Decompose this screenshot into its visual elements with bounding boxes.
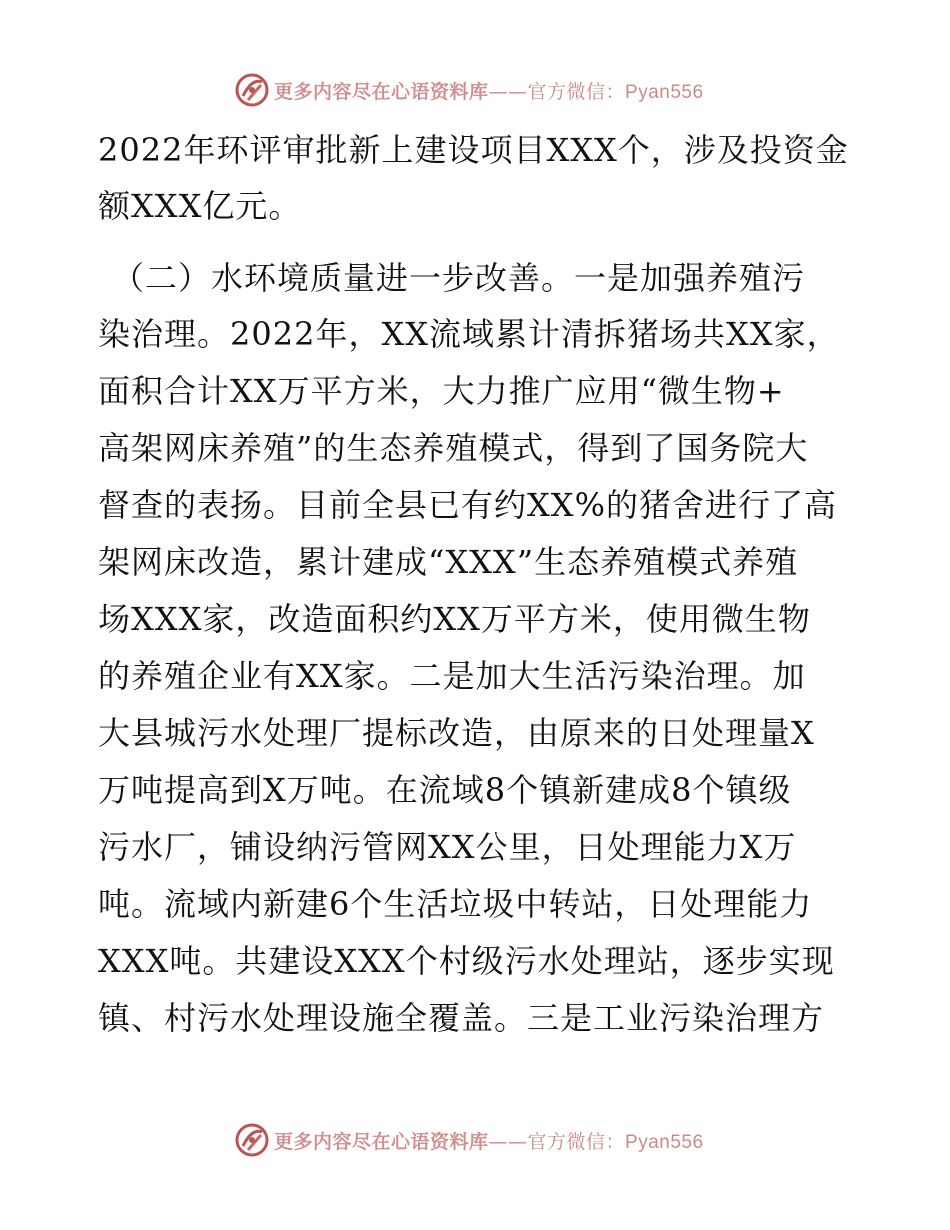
body-line: 的养殖企业有XX家。二是加大生活污染治理。加 bbox=[98, 657, 806, 695]
watermark-text: 更多内容尽在心语资料库——官方微信：Pyan556 bbox=[274, 80, 704, 103]
body-line: 吨。流域内新建6个生活垃圾中转站，日处理能力 bbox=[98, 885, 813, 923]
body-line: （二）水环境质量进一步改善。一是加强养殖污 bbox=[112, 259, 806, 297]
body-line: 额XXX亿元。 bbox=[98, 187, 302, 225]
body-line: 面积合计XX万平方米，大力推广应用“微生物+ bbox=[98, 372, 785, 410]
body-line: 2022年环评审批新上建设项目XXX个，涉及投资金 bbox=[98, 131, 849, 169]
watermark-banner-bottom bbox=[0, 1120, 950, 1160]
body-line: 镇、村污水处理设施全覆盖。三是工业污染治理方 bbox=[98, 999, 825, 1037]
watermark-banner-top bbox=[0, 70, 950, 110]
body-line: 督查的表扬。目前全县已有约XX%的猪舍进行了高 bbox=[98, 486, 837, 524]
body-line: 高架网床养殖”的生态养殖模式，得到了国务院大 bbox=[98, 429, 809, 467]
library-logo-icon bbox=[234, 72, 270, 108]
body-line: 大县城污水处理厂提标改造，由原来的日处理量X bbox=[98, 714, 815, 752]
body-line: 万吨提高到X万吨。在流域8个镇新建成8个镇级 bbox=[98, 771, 792, 809]
body-line: 架网床改造，累计建成“XXX”生态养殖模式养殖 bbox=[98, 543, 799, 581]
watermark-text: 更多内容尽在心语资料库——官方微信：Pyan556 bbox=[274, 1130, 704, 1153]
body-line: 场XXX家，改造面积约XX万平方米，使用微生物 bbox=[98, 600, 811, 638]
body-line: XXX吨。共建设XXX个村级污水处理站，逐步实现 bbox=[98, 942, 835, 980]
body-line: 污水厂，铺设纳污管网XX公里，日处理能力X万 bbox=[98, 828, 797, 866]
library-logo-icon bbox=[234, 1122, 270, 1158]
body-line: 染治理。2022年，XX流域累计清拆猪场共XX家， bbox=[98, 315, 840, 353]
